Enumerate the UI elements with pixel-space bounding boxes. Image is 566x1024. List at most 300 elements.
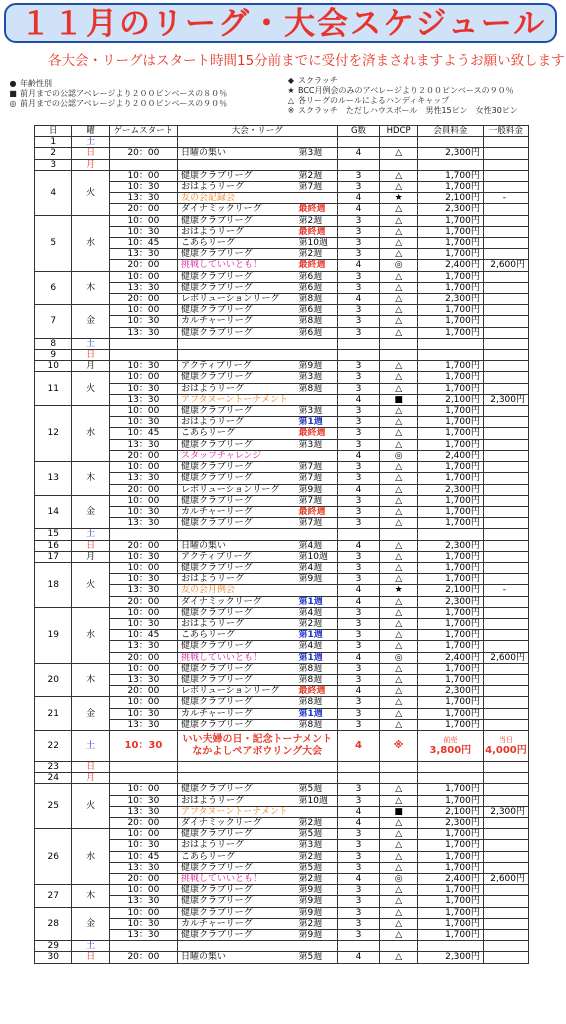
weekday-cell: 木 (72, 663, 109, 697)
hdcp-cell (380, 350, 417, 361)
member-fee-cell: 1,700円 (417, 918, 483, 929)
event-name: 日曜の集い (181, 148, 227, 159)
general-fee-cell (483, 271, 528, 282)
games-cell: 4 (337, 260, 380, 271)
legend-text: BCC月例会のみのアベレージより２００ピンベースの９０％ (298, 86, 514, 95)
start-time-cell: 10：30 (109, 182, 177, 193)
start-time-cell: 10：00 (109, 663, 177, 674)
event-cell (178, 540, 338, 551)
member-fee-cell (417, 941, 483, 952)
week-label: 第10週 (298, 238, 328, 249)
legend-item (284, 86, 518, 96)
day-cell: 14 (35, 495, 72, 529)
general-fee-cell (483, 294, 528, 305)
general-fee-cell (483, 361, 528, 372)
general-fee-cell (483, 450, 528, 461)
hdcp-cell: △ (380, 885, 417, 896)
week-label: 最終週 (298, 428, 326, 439)
start-time-cell: 10：00 (109, 271, 177, 282)
games-cell: 3 (337, 170, 380, 181)
day-cell: 30 (35, 952, 72, 963)
event-cell (178, 896, 338, 907)
table-row (35, 585, 529, 596)
week-label: 第2週 (298, 817, 323, 828)
event-cell (178, 885, 338, 896)
week-label: 第2週 (298, 170, 323, 181)
day-cell: 11 (35, 372, 72, 406)
member-fee-cell: 2,300円 (417, 817, 483, 828)
games-cell: 4 (337, 952, 380, 963)
start-time-cell: 10：00 (109, 372, 177, 383)
hdcp-cell: △ (380, 618, 417, 629)
hdcp-cell: △ (380, 719, 417, 730)
legend-item (6, 79, 227, 89)
event-name: 挑戦していいとも！ (181, 260, 263, 271)
general-fee-cell (483, 551, 528, 562)
general-fee-cell (483, 305, 528, 316)
games-cell: 3 (337, 607, 380, 618)
week-label: 最終週 (298, 226, 326, 237)
general-fee-cell: 2,600円 (483, 260, 528, 271)
day-cell: 16 (35, 540, 72, 551)
games-cell: 3 (337, 708, 380, 719)
event-name-line1: いい夫婦の日・記念トーナメント (182, 733, 333, 745)
legend-right (284, 76, 518, 116)
hdcp-cell: △ (380, 305, 417, 316)
col-header-weekday: 曜 (72, 126, 109, 137)
event-name: 健康クラブリーグ (181, 641, 253, 652)
event-name-line2: なかよしペアボウリング大会 (192, 745, 323, 757)
table-row (35, 204, 529, 215)
member-fee-cell: 1,700円 (417, 170, 483, 181)
general-fee-cell (483, 148, 528, 159)
week-label: 第9週 (298, 885, 323, 896)
hdcp-cell: △ (380, 817, 417, 828)
member-fee-cell: 1,700円 (417, 238, 483, 249)
table-row (35, 630, 529, 641)
start-time-cell: 20：00 (109, 540, 177, 551)
games-cell: 3 (337, 383, 380, 394)
event-name: 健康クラブリーグ (181, 406, 253, 417)
games-cell: 3 (337, 226, 380, 237)
member-fee-cell: 1,700円 (417, 663, 483, 674)
start-time-cell: 20：00 (109, 204, 177, 215)
week-label: 最終週 (298, 506, 326, 517)
start-time-cell: 13：30 (109, 896, 177, 907)
general-fee-cell (483, 238, 528, 249)
weekday-cell: 月 (72, 361, 109, 372)
member-fee-cell: 2,300円 (417, 294, 483, 305)
general-fee-cell (483, 529, 528, 540)
week-label: 第1週 (298, 417, 323, 428)
start-time-cell: 10：30 (109, 383, 177, 394)
games-cell (337, 159, 380, 170)
start-time-cell: 20：00 (109, 652, 177, 663)
table-row (35, 641, 529, 652)
event-name: カルチャーリーグ (181, 316, 253, 327)
event-cell (178, 907, 338, 918)
start-time-cell: 10：30 (109, 226, 177, 237)
event-name: 健康クラブリーグ (181, 562, 253, 573)
member-fee-cell: 1,700円 (417, 930, 483, 941)
event-name: 友の会月例会 (181, 585, 236, 596)
general-fee-cell (483, 428, 528, 439)
event-cell (178, 596, 338, 607)
general-fee-cell (483, 795, 528, 806)
day-cell: 22 (35, 730, 72, 761)
start-time-cell: 10：30 (109, 361, 177, 372)
hdcp-cell: △ (380, 607, 417, 618)
general-fee-cell (483, 215, 528, 226)
event-name: レボリューションリーグ (181, 686, 280, 697)
general-fee-cell (483, 518, 528, 529)
hdcp-cell: △ (380, 518, 417, 529)
hdcp-cell: △ (380, 551, 417, 562)
hdcp-cell (380, 773, 417, 784)
table-row (35, 226, 529, 237)
start-time-cell (109, 137, 177, 148)
table-row (35, 316, 529, 327)
general-fee-cell (483, 462, 528, 473)
member-fee-cell: 1,700円 (417, 719, 483, 730)
weekday-cell: 水 (72, 829, 109, 885)
hdcp-cell: △ (380, 840, 417, 851)
day-cell: 1 (35, 137, 72, 148)
day-cell: 20 (35, 663, 72, 697)
start-time-cell: 13：30 (109, 518, 177, 529)
week-label: 第4週 (298, 562, 323, 573)
member-fee-cell: 2,400円 (417, 652, 483, 663)
event-cell (178, 529, 338, 540)
event-cell (178, 282, 338, 293)
start-time-cell: 20：00 (109, 450, 177, 461)
hdcp-cell: △ (380, 674, 417, 685)
weekday-cell: 土 (72, 137, 109, 148)
table-row (35, 350, 529, 361)
games-cell: 4 (337, 204, 380, 215)
table-row (35, 484, 529, 495)
start-time-cell: 10：00 (109, 607, 177, 618)
legend-symbol: ★ (287, 86, 295, 95)
col-header-start-time: ゲームスタート (109, 126, 177, 137)
legend-item (284, 106, 518, 116)
legend-item (284, 96, 518, 106)
games-cell: 3 (337, 562, 380, 573)
schedule-body (35, 137, 529, 963)
table-row (35, 193, 529, 204)
start-time-cell: 10：30 (109, 795, 177, 806)
member-fee-cell: 2,100円 (417, 394, 483, 405)
event-cell (178, 327, 338, 338)
legend-text: 年齢性別 (20, 79, 52, 88)
hdcp-cell: △ (380, 663, 417, 674)
table-row (35, 540, 529, 551)
games-cell: 3 (337, 618, 380, 629)
hdcp-cell: △ (380, 473, 417, 484)
hdcp-cell: △ (380, 271, 417, 282)
event-cell (178, 372, 338, 383)
start-time-cell (109, 761, 177, 772)
general-fee-cell (483, 327, 528, 338)
general-fee-cell (483, 918, 528, 929)
event-cell (178, 361, 338, 372)
weekday-cell: 火 (72, 170, 109, 215)
weekday-cell: 水 (72, 406, 109, 462)
table-row (35, 383, 529, 394)
table-row (35, 182, 529, 193)
weekday-cell: 日 (72, 350, 109, 361)
member-fee-cell: 1,700円 (417, 439, 483, 450)
member-fee-cell (417, 773, 483, 784)
general-fee-cell (483, 630, 528, 641)
table-row (35, 506, 529, 517)
start-time-cell: 13：30 (109, 439, 177, 450)
legend-symbol: ■ (9, 89, 17, 98)
legend-text: スクラッチ (298, 76, 338, 85)
event-cell (178, 551, 338, 562)
hdcp-cell: ★ (380, 585, 417, 596)
week-label: 第6週 (298, 305, 323, 316)
start-time-cell: 20：00 (109, 952, 177, 963)
day-cell: 21 (35, 697, 72, 731)
start-time-cell: 10：00 (109, 697, 177, 708)
event-name: こあらリーグ (181, 630, 236, 641)
event-cell (178, 450, 338, 461)
games-cell: 4 (337, 394, 380, 405)
hdcp-cell: △ (380, 907, 417, 918)
games-cell: 4 (337, 484, 380, 495)
general-fee-cell: - (483, 193, 528, 204)
start-time-cell: 10：30 (109, 618, 177, 629)
week-label: 第3週 (298, 148, 323, 159)
table-row (35, 851, 529, 862)
member-fee-cell: 1,700円 (417, 215, 483, 226)
hdcp-cell: △ (380, 361, 417, 372)
start-time-cell: 13：30 (109, 930, 177, 941)
general-fee-cell (483, 817, 528, 828)
member-fee-cell: 1,700円 (417, 249, 483, 260)
games-cell: 3 (337, 249, 380, 260)
hdcp-cell: △ (380, 327, 417, 338)
weekday-cell: 木 (72, 462, 109, 496)
event-cell (178, 952, 338, 963)
general-fee-cell (483, 372, 528, 383)
games-cell: 3 (337, 784, 380, 795)
legend-symbol: ◆ (287, 76, 295, 85)
table-row (35, 874, 529, 885)
event-cell (178, 148, 338, 159)
general-fee-cell (483, 851, 528, 862)
legend-item (284, 76, 518, 86)
member-fee-cell: 1,700円 (417, 607, 483, 618)
event-cell (178, 462, 338, 473)
start-time-cell: 10：00 (109, 406, 177, 417)
event-name: 健康クラブリーグ (181, 907, 253, 918)
event-cell (178, 817, 338, 828)
start-time-cell: 10：30 (109, 730, 177, 761)
start-time-cell: 10：30 (109, 417, 177, 428)
member-fee-cell: 1,700円 (417, 383, 483, 394)
hdcp-cell: △ (380, 215, 417, 226)
weekday-cell: 日 (72, 148, 109, 159)
games-cell: 4 (337, 817, 380, 828)
member-fee-cell: 1,700円 (417, 562, 483, 573)
weekday-cell: 日 (72, 540, 109, 551)
day-cell: 2 (35, 148, 72, 159)
hdcp-cell: △ (380, 148, 417, 159)
general-fee-cell (483, 473, 528, 484)
general-fee-cell (483, 885, 528, 896)
general-fee-cell (483, 730, 528, 761)
table-row (35, 495, 529, 506)
hdcp-cell: △ (380, 316, 417, 327)
event-name: おはようリーグ (181, 795, 245, 806)
games-cell: 3 (337, 238, 380, 249)
games-cell: 3 (337, 719, 380, 730)
member-fee-cell: 1,700円 (417, 305, 483, 316)
general-fee-cell (483, 641, 528, 652)
table-row (35, 462, 529, 473)
week-label: 第1週 (298, 652, 323, 663)
week-label: 第2週 (298, 851, 323, 862)
event-cell (178, 417, 338, 428)
day-cell: 18 (35, 562, 72, 607)
event-cell (178, 585, 338, 596)
start-time-cell: 13：30 (109, 862, 177, 873)
table-row (35, 361, 529, 372)
event-cell (178, 663, 338, 674)
col-header-event: 大会・リーグ (178, 126, 338, 137)
event-cell (178, 193, 338, 204)
hdcp-cell: △ (380, 562, 417, 573)
member-fee-cell: 1,700円 (417, 885, 483, 896)
event-cell (178, 473, 338, 484)
general-fee-cell (483, 907, 528, 918)
member-fee-cell: 1,700円 (417, 495, 483, 506)
games-cell: 4 (337, 596, 380, 607)
event-cell (178, 806, 338, 817)
general-fee-cell (483, 182, 528, 193)
games-cell: 3 (337, 271, 380, 282)
hdcp-cell: △ (380, 204, 417, 215)
weekday-cell: 月 (72, 159, 109, 170)
week-label: 第2週 (298, 918, 323, 929)
general-fee-cell (483, 170, 528, 181)
week-label: 第3週 (298, 840, 323, 851)
event-name: カルチャーリーグ (181, 708, 253, 719)
event-cell (178, 730, 338, 761)
week-label: 第9週 (298, 896, 323, 907)
hdcp-cell: ◎ (380, 450, 417, 461)
hdcp-cell: △ (380, 784, 417, 795)
member-fee-cell: 1,700円 (417, 282, 483, 293)
start-time-cell: 20：00 (109, 596, 177, 607)
event-name: 健康クラブリーグ (181, 862, 253, 873)
start-time-cell: 10：30 (109, 708, 177, 719)
week-label: 第3週 (298, 406, 323, 417)
games-cell (337, 941, 380, 952)
general-fee-cell (483, 930, 528, 941)
member-fee-cell: 2,300円 (417, 540, 483, 551)
start-time-cell (109, 773, 177, 784)
event-cell (178, 930, 338, 941)
hdcp-cell (380, 338, 417, 349)
hdcp-cell: △ (380, 226, 417, 237)
event-name: こあらリーグ (181, 851, 236, 862)
event-cell (178, 495, 338, 506)
event-name: 健康クラブリーグ (181, 170, 253, 181)
week-label: 第5週 (298, 784, 323, 795)
legend-item (6, 89, 227, 99)
event-cell (178, 383, 338, 394)
weekday-cell: 月 (72, 773, 109, 784)
week-label: 最終週 (298, 686, 326, 697)
week-label: 第9週 (298, 484, 323, 495)
general-fee-cell (483, 574, 528, 585)
event-name: アフタヌーントーナメント (181, 394, 288, 405)
general-fee-cell (483, 840, 528, 851)
event-cell (178, 773, 338, 784)
hdcp-cell: △ (380, 406, 417, 417)
table-row (35, 282, 529, 293)
start-time-cell: 10：00 (109, 829, 177, 840)
event-name: 健康クラブリーグ (181, 473, 253, 484)
member-fee-cell: 2,100円 (417, 806, 483, 817)
table-row (35, 896, 529, 907)
start-time-cell: 10：45 (109, 238, 177, 249)
event-cell (178, 874, 338, 885)
general-fee-cell (483, 338, 528, 349)
member-fee-cell: 1,700円 (417, 372, 483, 383)
table-row (35, 215, 529, 226)
schedule-table (34, 125, 529, 964)
start-time-cell: 13：30 (109, 327, 177, 338)
table-row (35, 817, 529, 828)
event-name: 健康クラブリーグ (181, 784, 253, 795)
start-time-cell: 20：00 (109, 874, 177, 885)
general-fee-cell: 2,300円 (483, 394, 528, 405)
event-name: アフタヌーントーナメント (181, 806, 288, 817)
member-fee-cell: 1,700円 (417, 473, 483, 484)
event-cell (178, 829, 338, 840)
week-label: 第9週 (298, 907, 323, 918)
week-label: 最終週 (298, 260, 326, 271)
day-cell: 24 (35, 773, 72, 784)
games-cell: 4 (337, 540, 380, 551)
general-fee-cell (483, 773, 528, 784)
event-name: おはようリーグ (181, 383, 245, 394)
event-cell (178, 271, 338, 282)
start-time-cell: 13：30 (109, 806, 177, 817)
weekday-cell: 火 (72, 372, 109, 406)
event-cell (178, 159, 338, 170)
general-fee-cell (483, 697, 528, 708)
day-cell: 23 (35, 761, 72, 772)
event-cell (178, 170, 338, 181)
start-time-cell: 10：30 (109, 574, 177, 585)
start-time-cell (109, 159, 177, 170)
games-cell: 4 (337, 652, 380, 663)
table-row (35, 338, 529, 349)
event-name: 日曜の集い (181, 540, 227, 551)
games-cell (337, 773, 380, 784)
member-fee-cell: 2,400円 (417, 450, 483, 461)
legend-symbol: ◎ (9, 99, 17, 108)
day-cell: 6 (35, 271, 72, 305)
general-fee-cell (483, 674, 528, 685)
start-time-cell: 13：30 (109, 249, 177, 260)
hdcp-cell: △ (380, 294, 417, 305)
